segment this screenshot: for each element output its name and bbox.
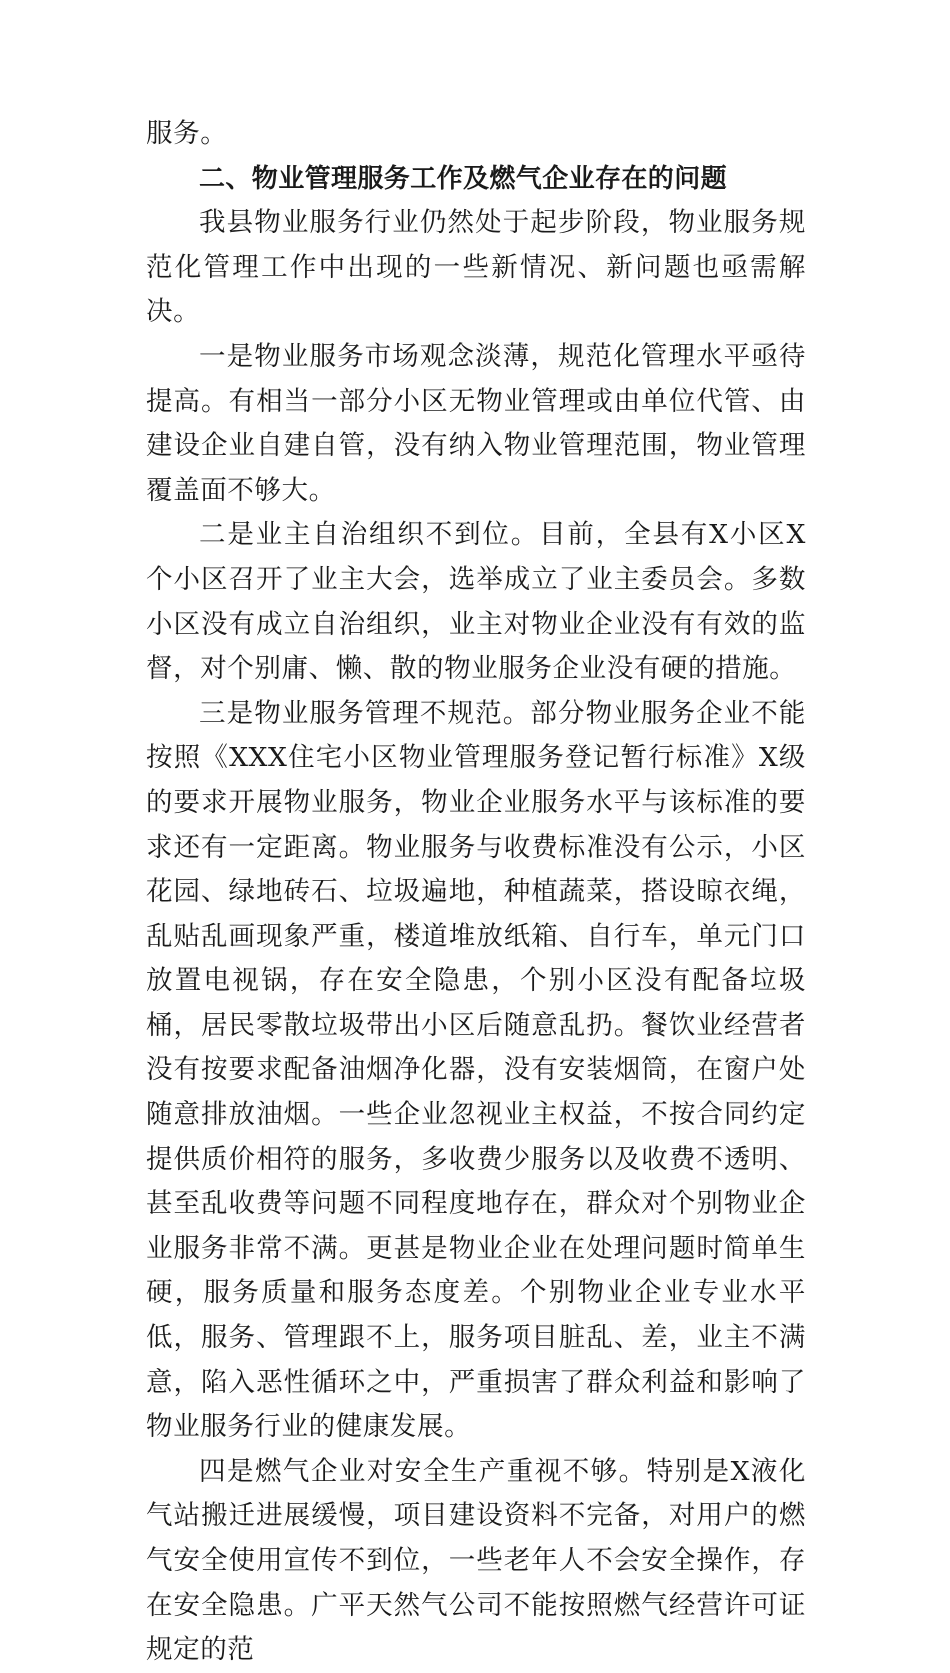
paragraph-issue-4: 四是燃气企业对安全生产重视不够。特别是X液化气站搬迁进展缓慢，项目建设资料不完备，对用户的燃气安全使用宣传不到位，一些老年人不会安全操作，存在安全隐患。广平天然气公司不能按照燃气经营许可证规定的范 xyxy=(146,1455,806,1666)
paragraph-continuation: 服务。 xyxy=(146,118,228,149)
paragraph-issue-1: 一是物业服务市场观念淡薄，规范化管理水平亟待提高。有相当一部分小区无物业管理或由单位代管、由建设企业自建自管，没有纳入物业管理范围，物业管理覆盖面不够大。 xyxy=(146,340,806,506)
document-body xyxy=(146,112,806,1673)
paragraph-intro: 我县物业服务行业仍然处于起步阶段，物业服务规范化管理工作中出现的一些新情况、新问题也亟需解决。 xyxy=(146,207,806,328)
paragraph-issue-3: 三是物业服务管理不规范。部分物业服务企业不能按照《XXX住宅小区物业管理服务登记暂行标准》X级的要求开展物业服务，物业企业服务水平与该标准的要求还有一定距离。物业服务与收费标准没有公示，小区花园、绿地砖石、垃圾遍地，种植蔬菜，搭设晾衣绳，乱贴乱画现象严重，楼道堆放纸箱、自行车，单元门口放置电视锅，存在安全隐患，个别小区没有配备垃圾桶，居民零散垃圾带出小区后随意乱扔。餐饮业经营者没有按要求配备油烟净化器，没有安装烟筒，在窗户处随意排放油烟。一些企业忽视业主权益，不按合同约定提供质价相符的服务，多收费少服务以及收费不透明、甚至乱收费等问题不同程度地存在，群众对个别物业企业服务非常不满。更甚是物业企业在处理问题时简单生硬，服务质量和服务态度差。个别物业企业专业水平低，服务、管理跟不上，服务项目脏乱、差，业主不满意，陷入恶性循环之中，严重损害了群众利益和影响了物业服务行业的健康发展。 xyxy=(146,697,806,1443)
paragraph-issue-2: 二是业主自治组织不到位。目前，全县有X小区X个小区召开了业主大会，选举成立了业主委员会。多数小区没有成立自治组织，业主对物业企业没有有效的监督，对个别庸、懒、散的物业服务企业没有硬的措施。 xyxy=(146,519,806,685)
section-heading: 二、物业管理服务工作及燃气企业存在的问题 xyxy=(199,163,728,194)
